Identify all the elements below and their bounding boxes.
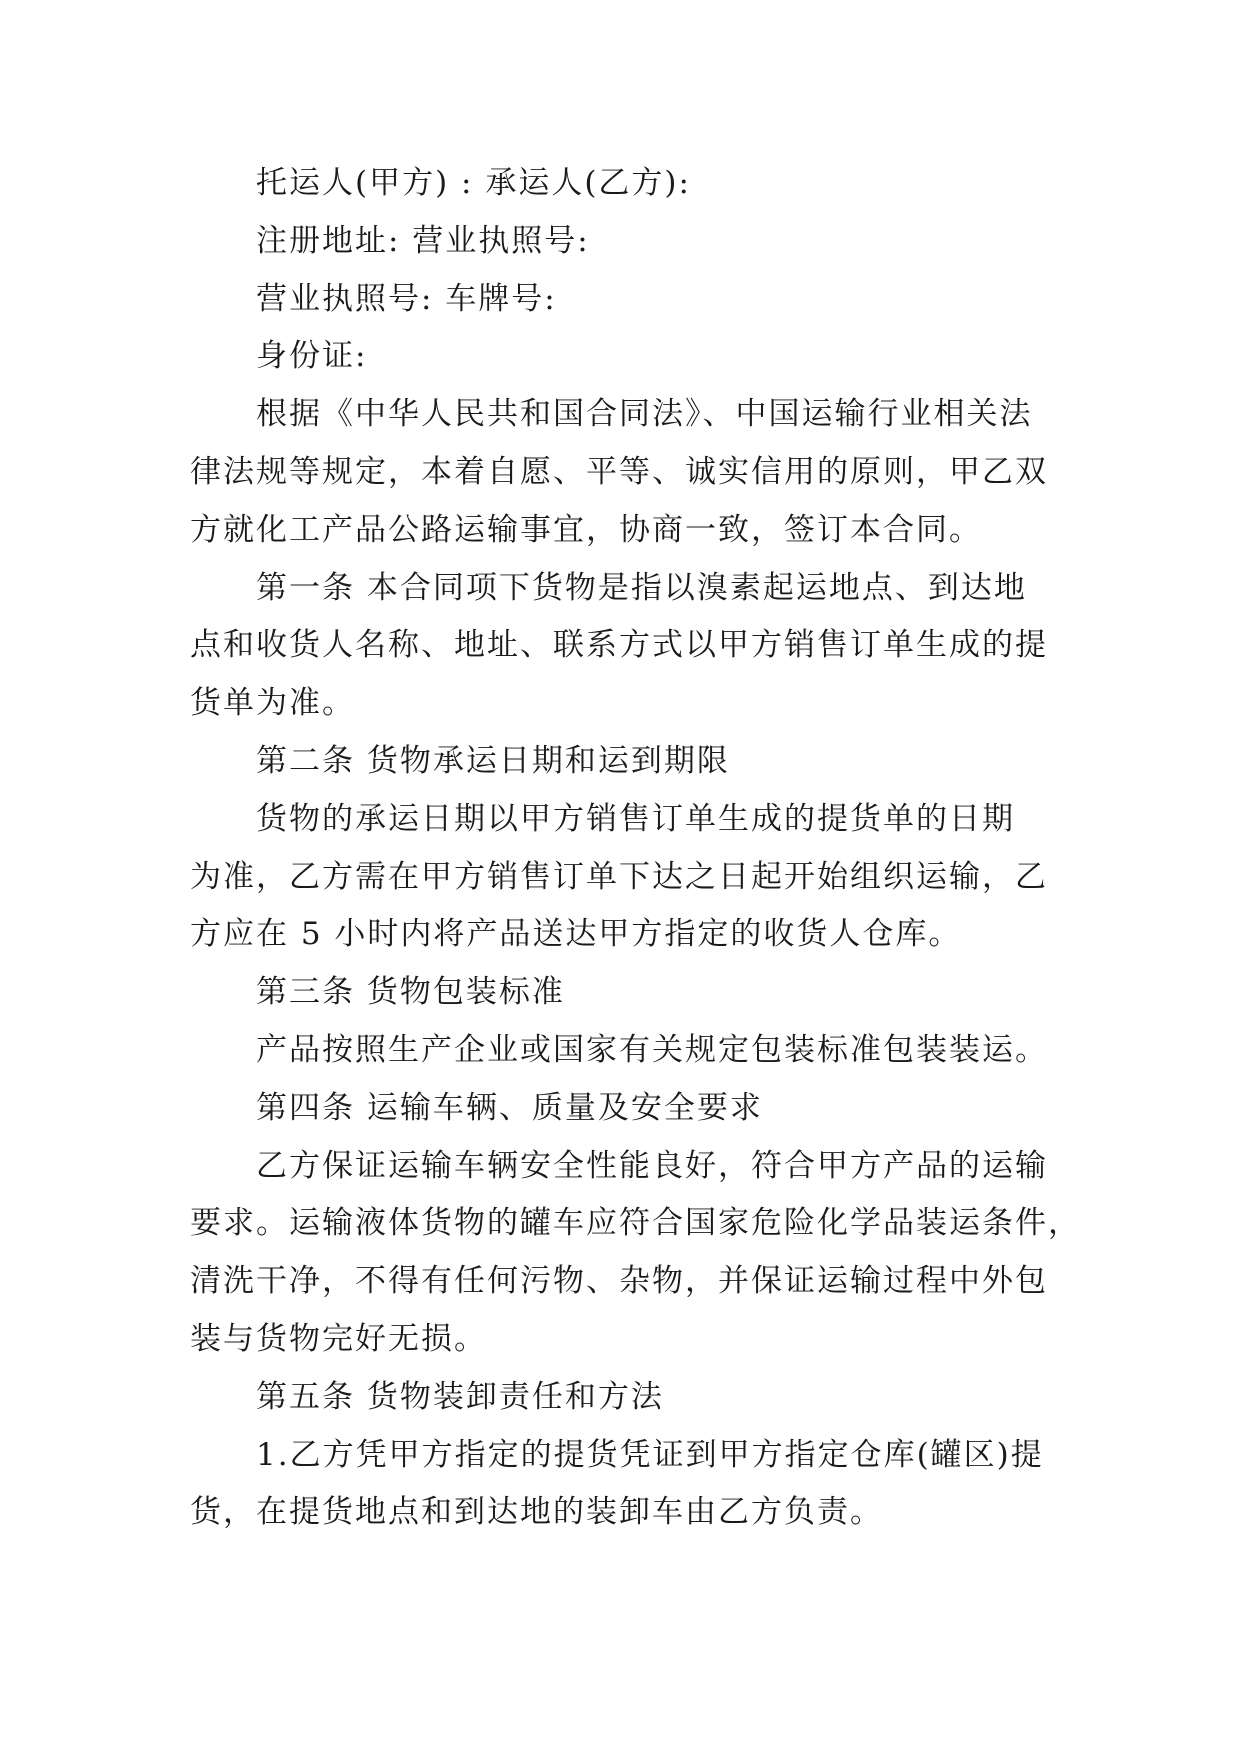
- document-body: [190, 155, 1081, 1542]
- article-1-line-2: 点和收货人名称、地址、联系方式以甲方销售订单生成的提: [190, 627, 1048, 664]
- shipper-carrier-line: 托运人(甲方) : 承运人(乙方):: [256, 165, 691, 201]
- article-2-heading: 第二条 货物承运日期和运到期限: [256, 742, 730, 779]
- article-4-line-2: 要求。运输液体货物的罐车应符合国家危险化学品装运条件，: [190, 1205, 1081, 1242]
- article-2-line-2: 为准，乙方需在甲方销售订单下达之日起开始组织运输，乙: [190, 858, 1048, 895]
- id-card-line: 身份证:: [256, 338, 368, 375]
- article-5-heading: 第五条 货物装卸责任和方法: [256, 1378, 664, 1415]
- article-4-line-3: 清洗干净，不得有任何污物、杂物，并保证运输过程中外包: [190, 1263, 1048, 1300]
- article-4-line-1: 乙方保证运输车辆安全性能良好，符合甲方产品的运输: [256, 1147, 1048, 1184]
- article-1-line-3: 货单为准。: [190, 685, 355, 722]
- article-4-line-4: 装与货物完好无损。: [190, 1320, 487, 1357]
- article-4-heading: 第四条 运输车辆、质量及安全要求: [256, 1089, 763, 1126]
- article-5-item-1-line-1: 1.乙方凭甲方指定的提货凭证到甲方指定仓库(罐区)提: [256, 1436, 1044, 1473]
- business-license-line: 营业执照号: 车牌号:: [256, 280, 557, 317]
- preamble-line-1: 根据《中华人民共和国合同法》、中国运输行业相关法: [256, 396, 1033, 433]
- registered-address-line: 注册地址: 营业执照号:: [256, 222, 590, 259]
- article-5-item-1-line-2: 货，在提货地点和到达地的装卸车由乙方负责。: [190, 1494, 883, 1531]
- preamble-line-2: 律法规等规定，本着自愿、平等、诚实信用的原则，甲乙双: [190, 453, 1048, 490]
- preamble-line-3: 方就化工产品公路运输事宜，协商一致，签订本合同。: [190, 511, 982, 548]
- article-2-line-3: 方应在 5 小时内将产品送达甲方指定的收货人仓库。: [190, 916, 962, 953]
- article-3-heading: 第三条 货物包装标准: [256, 974, 565, 1011]
- article-1-line-1: 第一条 本合同项下货物是指以溴素起运地点、到达地: [256, 569, 1027, 606]
- article-3-line-1: 产品按照生产企业或国家有关规定包装标准包装装运。: [256, 1031, 1048, 1068]
- article-2-line-1: 货物的承运日期以甲方销售订单生成的提货单的日期: [256, 800, 1015, 837]
